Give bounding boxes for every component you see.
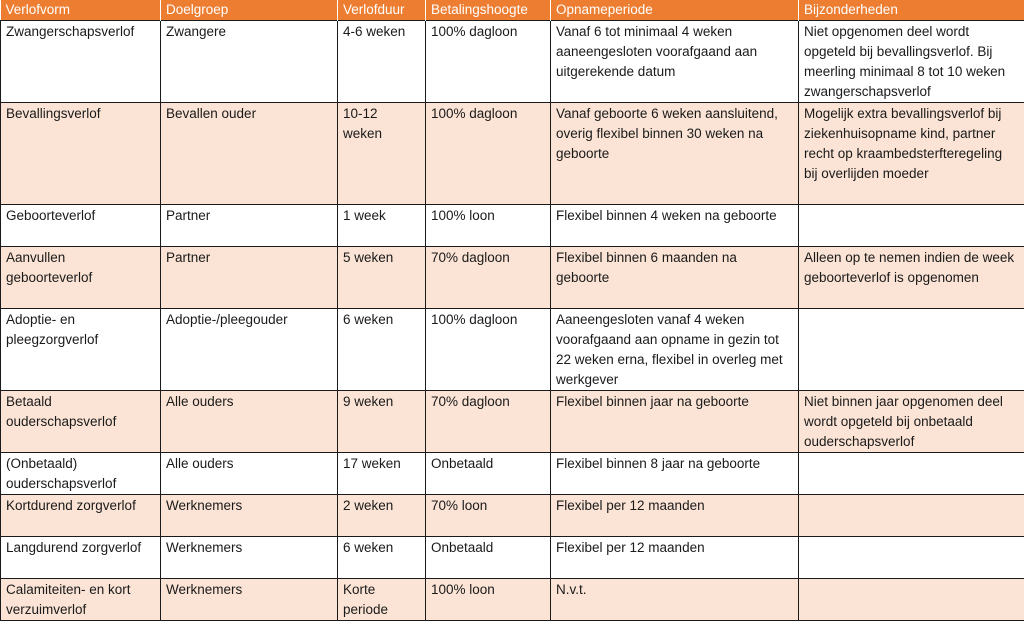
table-row (1, 309, 1024, 391)
cell-doelgroep: Werknemers (161, 579, 338, 621)
cell-bijzonderheden: Niet opgenomen deel wordt opgeteld bij bevallingsverlof. Bij meerling minimaal 8 tot 10 weken zwangerschapsverlof (799, 21, 1024, 103)
header-doelgroep: Doelgroep (161, 0, 338, 21)
cell-doelgroep: Partner (161, 247, 338, 309)
table-row (1, 453, 1024, 495)
cell-doelgroep: Bevallen ouder (161, 103, 338, 205)
cell-verlofvorm: Calamiteiten- en kort verzuimverlof (1, 579, 161, 621)
cell-verlofvorm: Geboorteverlof (1, 205, 161, 247)
cell-opnameperiode: Flexibel binnen 8 jaar na geboorte (551, 453, 799, 495)
cell-opnameperiode: Aaneengesloten vanaf 4 weken voorafgaand aan opname in gezin tot 22 weken erna, flexibel in overleg met werkgever (551, 309, 799, 391)
cell-opnameperiode: Flexibel binnen 6 maanden na geboorte (551, 247, 799, 309)
cell-opnameperiode: Vanaf geboorte 6 weken aansluitend, overig flexibel binnen 30 weken na geboorte (551, 103, 799, 205)
cell-opnameperiode: Flexibel per 12 maanden (551, 537, 799, 579)
cell-verlofvorm: Aanvullen geboorteverlof (1, 247, 161, 309)
cell-verlofvorm: (Onbetaald) ouderschapsverlof (1, 453, 161, 495)
cell-verlofduur: 2 weken (338, 495, 426, 537)
cell-verlofvorm: Adoptie- en pleegzorgverlof (1, 309, 161, 391)
cell-verlofduur: 6 weken (338, 309, 426, 391)
cell-doelgroep: Werknemers (161, 495, 338, 537)
table-row (1, 391, 1024, 453)
cell-opnameperiode: Flexibel per 12 maanden (551, 495, 799, 537)
table-row (1, 537, 1024, 579)
cell-betalingshoogte: 100% dagloon (426, 21, 551, 103)
cell-betalingshoogte: Onbetaald (426, 453, 551, 495)
cell-opnameperiode: Flexibel binnen jaar na geboorte (551, 391, 799, 453)
cell-verlofduur: 1 week (338, 205, 426, 247)
cell-bijzonderheden (799, 309, 1024, 391)
cell-bijzonderheden: Mogelijk extra bevallingsverlof bij ziekenhuisopname kind, partner recht op kraambedsterfteregeling bij overlijden moeder (799, 103, 1024, 205)
cell-verlofduur: Korte periode (338, 579, 426, 621)
header-row (1, 0, 1024, 21)
header-opnameperiode: Opnameperiode (551, 0, 799, 21)
cell-doelgroep: Werknemers (161, 537, 338, 579)
cell-bijzonderheden: Niet binnen jaar opgenomen deel wordt opgeteld bij onbetaald ouderschapsverlof (799, 391, 1024, 453)
cell-betalingshoogte: 70% dagloon (426, 247, 551, 309)
table-row (1, 579, 1024, 621)
cell-verlofvorm: Betaald ouderschapsverlof (1, 391, 161, 453)
cell-bijzonderheden (799, 205, 1024, 247)
cell-bijzonderheden (799, 453, 1024, 495)
table-row (1, 21, 1024, 103)
table-row (1, 495, 1024, 537)
cell-betalingshoogte: 100% loon (426, 205, 551, 247)
cell-bijzonderheden (799, 579, 1024, 621)
cell-doelgroep: Alle ouders (161, 391, 338, 453)
cell-verlofduur: 17 weken (338, 453, 426, 495)
cell-doelgroep: Alle ouders (161, 453, 338, 495)
cell-verlofduur: 10-12 weken (338, 103, 426, 205)
cell-verlofduur: 5 weken (338, 247, 426, 309)
cell-betalingshoogte: 100% loon (426, 579, 551, 621)
cell-bijzonderheden (799, 495, 1024, 537)
table-row (1, 205, 1024, 247)
cell-opnameperiode: Flexibel binnen 4 weken na geboorte (551, 205, 799, 247)
cell-betalingshoogte: 100% dagloon (426, 103, 551, 205)
table-row (1, 103, 1024, 205)
cell-verlofduur: 4-6 weken (338, 21, 426, 103)
cell-opnameperiode: N.v.t. (551, 579, 799, 621)
header-verlofduur: Verlofduur (338, 0, 426, 21)
cell-betalingshoogte: 100% dagloon (426, 309, 551, 391)
cell-bijzonderheden (799, 537, 1024, 579)
cell-betalingshoogte: 70% loon (426, 495, 551, 537)
cell-doelgroep: Zwangere (161, 21, 338, 103)
header-betalingshoogte: Betalingshoogte (426, 0, 551, 21)
header-bijzonderheden: Bijzonderheden (799, 0, 1024, 21)
cell-doelgroep: Partner (161, 205, 338, 247)
cell-verlofduur: 9 weken (338, 391, 426, 453)
cell-opnameperiode: Vanaf 6 tot minimaal 4 weken aaneengesloten voorafgaand aan uitgerekende datum (551, 21, 799, 103)
cell-verlofvorm: Kortdurend zorgverlof (1, 495, 161, 537)
header-verlofvorm: Verlofvorm (1, 0, 161, 21)
table-row (1, 247, 1024, 309)
cell-doelgroep: Adoptie-/pleegouder (161, 309, 338, 391)
cell-verlofvorm: Langdurend zorgverlof (1, 537, 161, 579)
cell-verlofduur: 6 weken (338, 537, 426, 579)
cell-verlofvorm: Zwangerschapsverlof (1, 21, 161, 103)
cell-verlofvorm: Bevallingsverlof (1, 103, 161, 205)
cell-betalingshoogte: 70% dagloon (426, 391, 551, 453)
cell-betalingshoogte: Onbetaald (426, 537, 551, 579)
cell-bijzonderheden: Alleen op te nemen indien de week geboorteverlof is opgenomen (799, 247, 1024, 309)
